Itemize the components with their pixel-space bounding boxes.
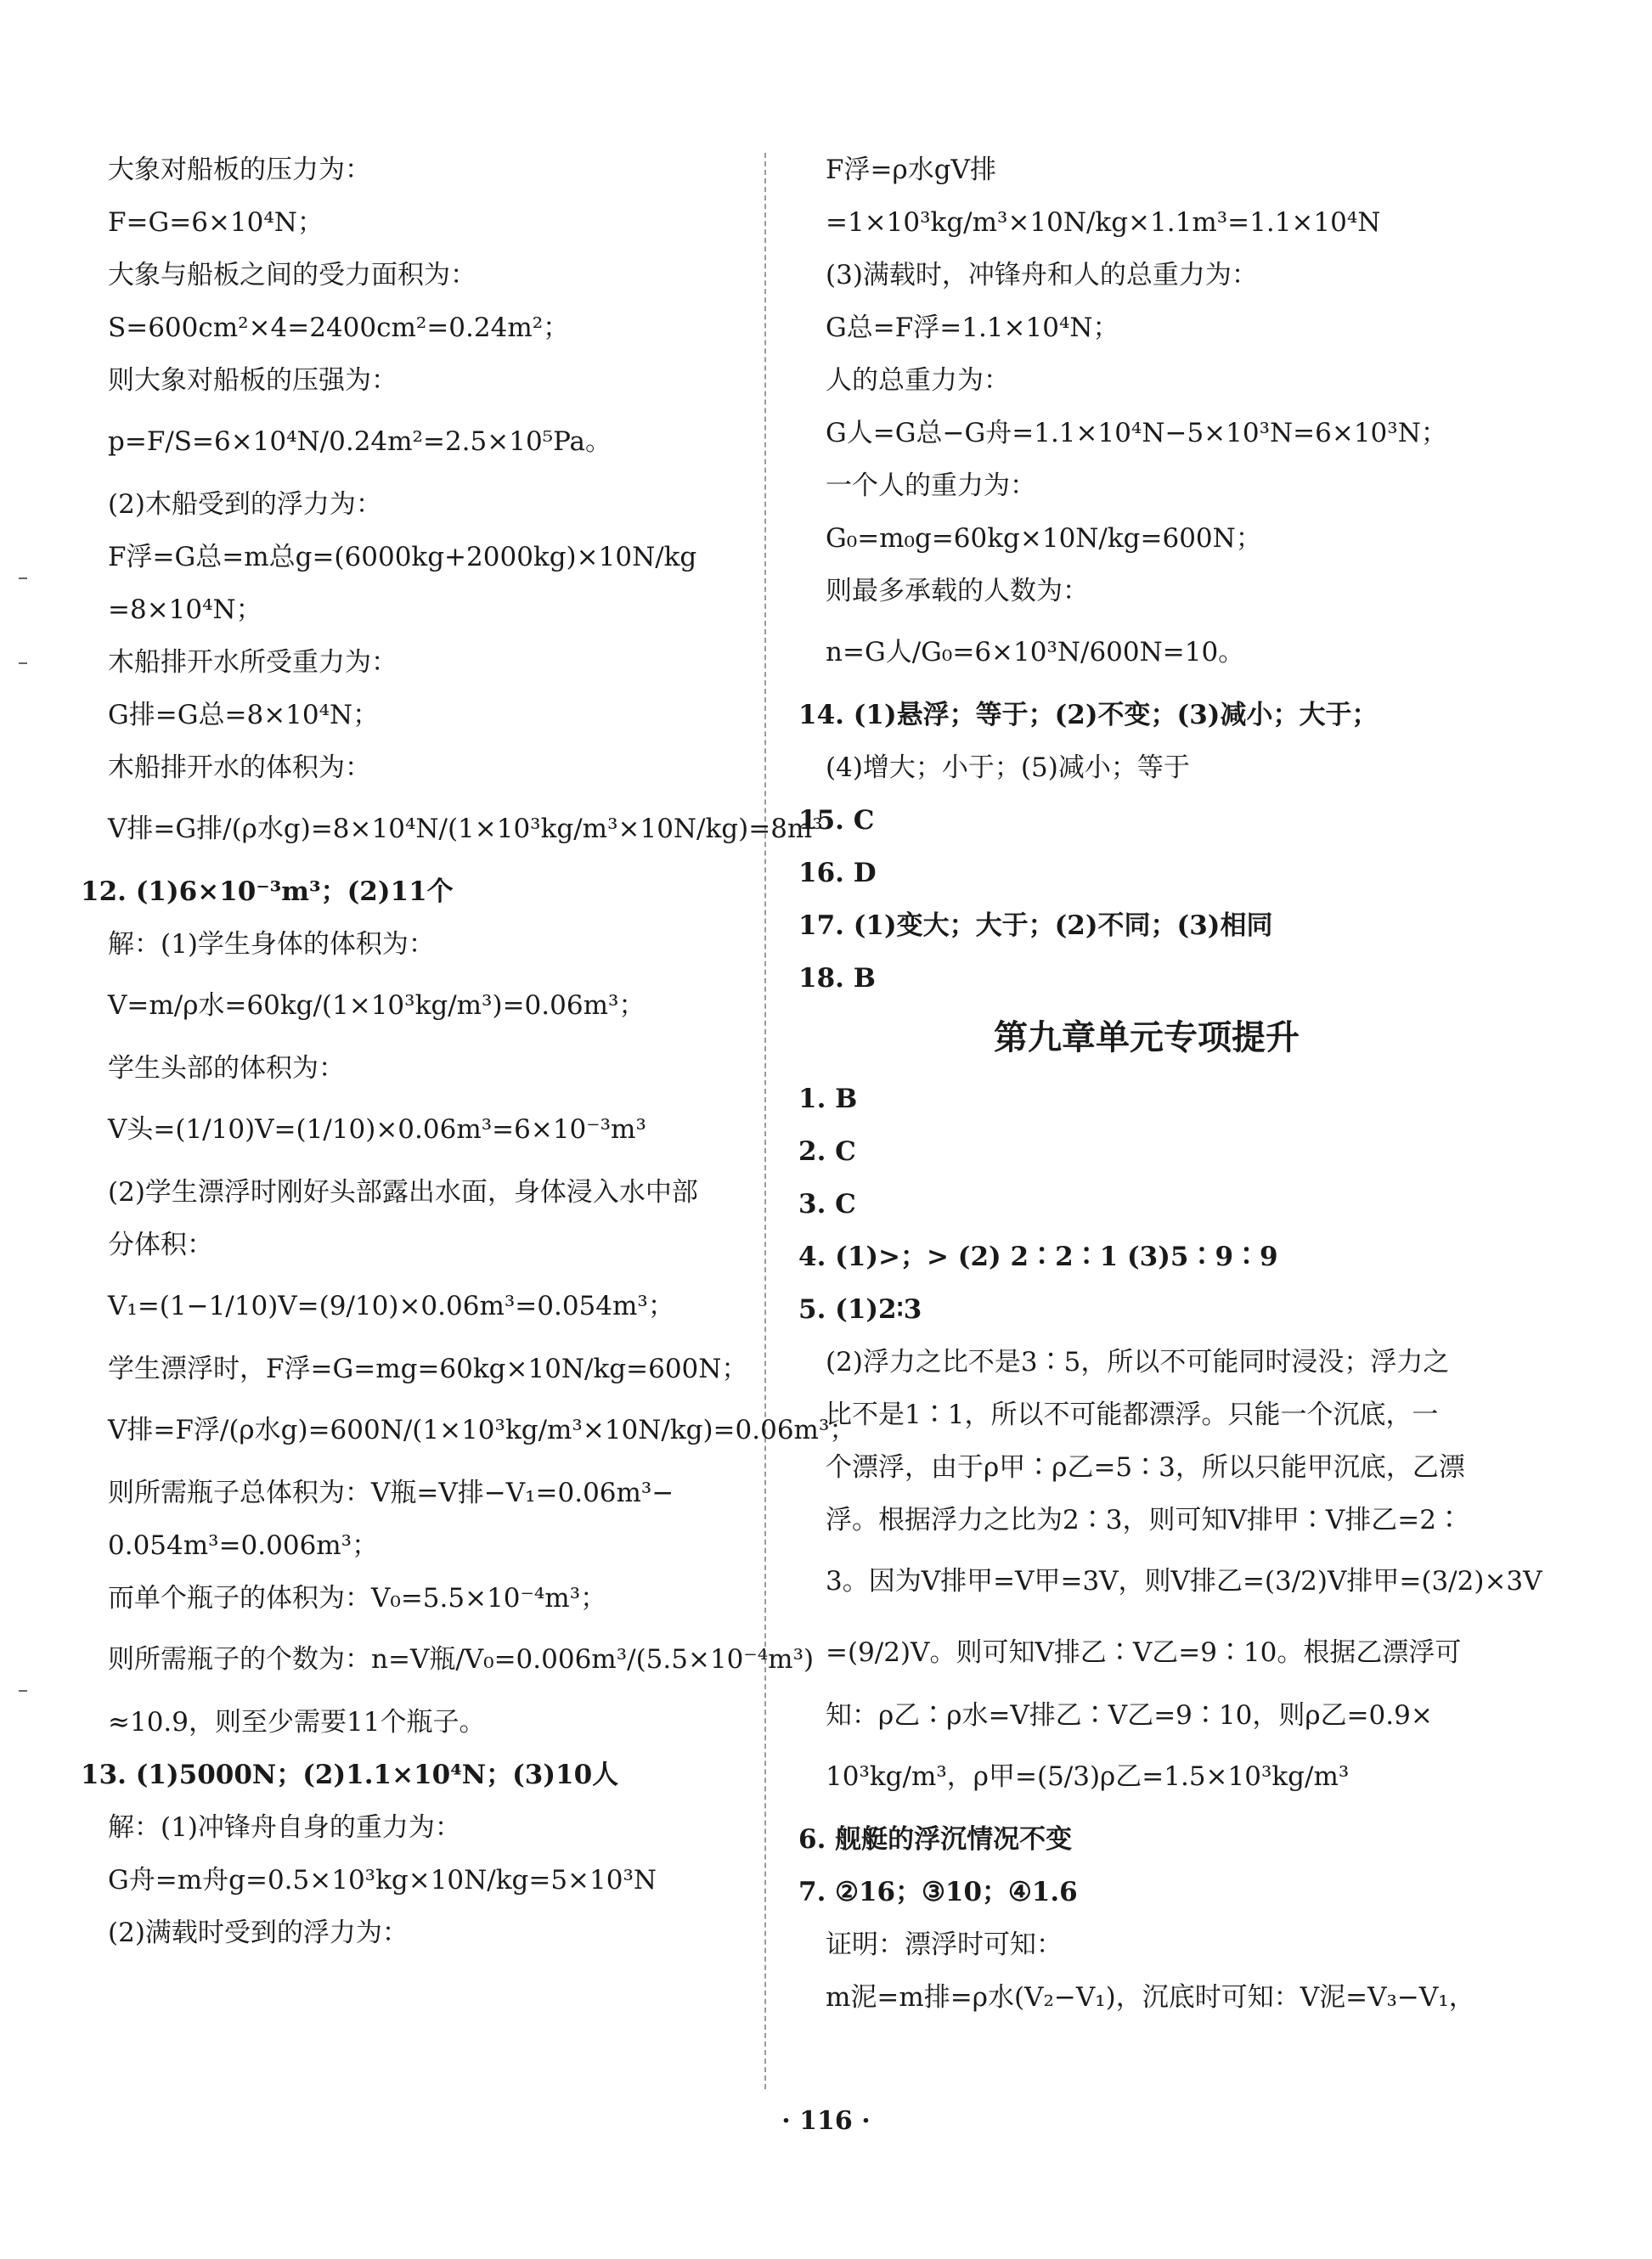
text-line: F浮=G总=m总g=(6000kg+2000kg)×10N/kg [108,542,697,572]
answer-item: 13. (1)5000N；(2)1.1×10⁴N；(3)10人 [81,1760,619,1790]
answer-item: 16. D [798,858,877,888]
text-line: 则大象对船板的压强为： [108,365,397,396]
text-line: V排=F浮/(ρ水g)=600N/(1×10³kg/m³×10N/kg)=0.06m³； [108,1415,856,1445]
right-column [798,153,1542,2033]
answer-item: 2. C [798,1136,856,1167]
text-line: V排=G排/(ρ水g)=8×10⁴N/(1×10³kg/m³×10N/kg)=8m³ [108,814,823,844]
text-line: G排=G总=8×10⁴N； [108,700,380,730]
answer-item: 14. (1)悬浮；等于；(2)不变；(3)减小；大于； [798,700,1379,730]
text-line: ≈10.9，则至少需要11个瓶子。 [108,1707,486,1738]
text-line: =(9/2)V。则可知V排乙∶V乙=9∶10。根据乙漂浮可 [826,1637,1462,1668]
answer-item: 15. C [798,805,875,836]
text-line: 分体积： [108,1230,213,1260]
text-line: 浮。根据浮力之比为2∶3，则可知V排甲∶V排乙=2∶ [826,1505,1463,1535]
page-number: · 116 · [781,2106,871,2136]
text-line: 10³kg/m³，ρ甲=(5/3)ρ乙=1.5×10³kg/m³ [826,1761,1350,1792]
margin-mark [19,662,27,664]
text-line: 3。因为V排甲=V甲=3V，则V排乙=(3/2)V排甲=(3/2)×3V [826,1566,1542,1597]
answer-item: 12. (1)6×10⁻³m³；(2)11个 [81,876,454,907]
answer-item: 3. C [798,1189,856,1220]
text-line: 解：(1)冲锋舟自身的重力为： [108,1812,461,1843]
text-line: (2)木船受到的浮力为： [108,489,382,520]
text-line: F=G=6×10⁴N； [108,207,324,238]
text-line: 证明：漂浮时可知： [826,1929,1063,1960]
margin-mark [19,1690,27,1692]
answer-item: 18. B [798,963,876,994]
section-heading: 第九章单元专项提升 [994,1018,1300,1057]
text-line: m泥=m排=ρ水(V₂−V₁)，沉底时可知：V泥=V₃−V₁， [826,1982,1475,2013]
answer-item: 6. 舰艇的浮沉情况不变 [798,1824,1073,1855]
text-line: 大象对船板的压力为： [108,155,371,185]
margin-mark [19,577,27,579]
text-line: 则所需瓶子的个数为：n=V瓶/V₀=0.006m³/(5.5×10⁻⁴m³) [108,1644,815,1675]
text-line: 木船排开水的体积为： [108,752,371,783]
text-line: G舟=m舟g=0.5×10³kg×10N/kg=5×10³N [108,1865,657,1896]
text-line: =1×10³kg/m³×10N/kg×1.1m³=1.1×10⁴N [826,207,1381,238]
text-line: G人=G总−G舟=1.1×10⁴N−5×10³N=6×10³N； [826,418,1447,448]
answer-item: 4. (1)>；> (2) 2∶2∶1 (3)5∶9∶9 [798,1242,1278,1272]
text-line: (2)学生漂浮时刚好头部露出水面，身体浸入水中部 [108,1177,698,1208]
text-line: V=m/ρ水=60kg/(1×10³kg/m³)=0.06m³； [108,990,646,1021]
text-line: V头=(1/10)V=(1/10)×0.06m³=6×10⁻³m³ [108,1114,646,1145]
text-line: 学生头部的体积为： [108,1053,345,1084]
text-line: p=F/S=6×10⁴N/0.24m²=2.5×10⁵Pa。 [108,426,612,457]
text-line: 大象与船板之间的受力面积为： [108,260,476,290]
text-line: G总=F浮=1.1×10⁴N； [826,313,1119,343]
text-line: n=G人/G₀=6×10³N/600N=10。 [826,637,1245,668]
text-line: 人的总重力为： [826,365,1010,396]
text-line: 个漂浮，由于ρ甲∶ρ乙=5∶3，所以只能甲沉底，乙漂 [826,1452,1465,1483]
text-line: F浮=ρ水gV排 [826,155,996,185]
answer-item: 7. ②16；③10；④1.6 [798,1877,1078,1907]
text-line: 木船排开水所受重力为： [108,647,397,678]
text-line: S=600cm²×4=2400cm²=0.24m²； [108,313,570,343]
text-line: (4)增大；小于；(5)减小；等于 [826,752,1190,783]
text-line: G₀=m₀g=60kg×10N/kg=600N； [826,523,1262,554]
text-line: (3)满载时，冲锋舟和人的总重力为： [826,260,1258,290]
text-line: =8×10⁴N； [108,594,262,625]
text-line: 学生漂浮时，F浮=G=mg=60kg×10N/kg=600N； [108,1354,748,1384]
answer-item: 5. (1)2∶3 [798,1294,922,1325]
text-line: 则所需瓶子总体积为：V瓶=V排−V₁=0.06m³− [108,1478,674,1508]
answer-item: 1. B [798,1084,858,1114]
text-line: 则最多承载的人数为： [826,576,1089,606]
text-line: 0.054m³=0.006m³； [108,1530,379,1561]
text-line: V₁=(1−1/10)V=(9/10)×0.06m³=0.054m³； [108,1291,674,1321]
text-line: (2)满载时受到的浮力为： [108,1918,409,1948]
text-line: (2)浮力之比不是3∶5，所以不可能同时浸没；浮力之 [826,1347,1450,1377]
text-line: 解：(1)学生身体的体积为： [108,929,435,960]
text-line: 知：ρ乙∶ρ水=V排乙∶V乙=9∶10，则ρ乙=0.9× [826,1700,1433,1731]
text-line: 而单个瓶子的体积为：V₀=5.5×10⁻⁴m³； [108,1583,607,1614]
answer-item: 17. (1)变大；大于；(2)不同；(3)相同 [798,910,1273,941]
text-line: 比不是1∶1，所以不可能都漂浮。只能一个沉底，一 [826,1400,1439,1430]
text-line: 一个人的重力为： [826,470,1036,501]
